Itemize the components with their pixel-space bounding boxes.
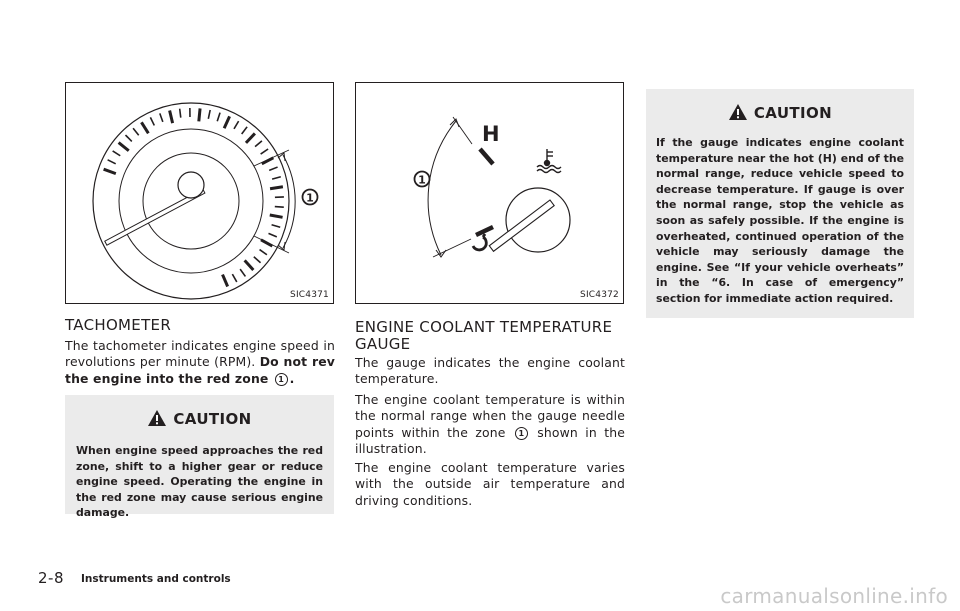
section-title: Instruments and controls [81,573,231,585]
tachometer-heading: TACHOMETER [65,316,172,334]
coolant-para-2 [355,392,625,458]
tachometer-warning-text: Do not rev the engine into the red zone [65,354,336,386]
coolant-temperature-icon [537,149,561,173]
tick-mark [113,151,121,156]
tick-mark [199,108,200,121]
figure-code: SIC4372 [580,290,619,300]
tick-mark [234,121,239,129]
coolant-para-1: The gauge indicates the engine coolant temperature. [355,355,625,387]
zone-1-icon: 1 [515,427,528,440]
coolant-heading-line2: GAUGE [355,335,411,353]
caution-title: CAUTION [173,410,252,428]
callout-number: 1 [306,191,314,205]
tick-mark [180,109,181,118]
hot-label: H [482,122,500,146]
tick-mark [272,225,281,228]
tachometer-text-end: . [289,370,295,386]
coolant-para-3: The engine coolant temperature varies with the outside air temperature and driving conditions. [355,460,625,508]
tick-mark [272,177,281,179]
tick-mark [240,269,245,276]
tick-mark [232,274,236,282]
coolant-para-2-after: shown in the illustration. [355,424,625,457]
callout-1-icon [415,172,430,187]
tick-mark [104,169,116,173]
tick-mark [270,187,283,189]
warning-triangle-icon [728,103,748,121]
zone-1-icon: 1 [275,373,288,386]
tick-mark [261,240,272,246]
callout-number: 1 [418,173,426,187]
warning-triangle-icon [147,409,167,427]
tick-mark [119,143,129,151]
tachometer-figure [65,82,334,304]
coolant-gauge-illustration [356,83,623,303]
figure-code: SIC4371 [290,290,329,300]
tick-mark [275,207,284,208]
page-number: 2-8 [38,569,64,587]
tachometer-text [65,338,335,387]
coolant-gauge-figure [355,82,624,304]
tick-mark [208,110,210,119]
tick-mark [255,141,262,147]
tick-mark [262,158,274,164]
tick-mark [268,233,276,236]
tick-mark [141,122,148,133]
watermark: carmanualsonline.info [720,584,948,608]
tick-mark [170,110,173,123]
caution-title-row [646,103,914,122]
coolant-heading [355,319,612,353]
tick-mark [261,149,268,154]
coolant-para-2-before: The engine coolant temperature is within the normal range when the gauge needle points within the zone [355,392,625,440]
tachometer-text-before: The tachometer indicates engine speed in revolutions per minute (RPM). [65,338,335,370]
tick-mark [133,128,139,135]
tick-mark [242,127,247,134]
tick-mark [160,113,163,121]
tick-mark [270,215,283,217]
caution-box [65,395,334,520]
tachometer-illustration [66,83,333,303]
caution-text: When engine speed approaches the red zone, shift to a higher gear or reduce engine speed. Operating the engine in the red zone may cause serious engine damage. [76,444,323,520]
caution-title-row [65,409,334,428]
coolant-heading-line1: ENGINE COOLANT TEMPERATURE [355,318,613,336]
tick-mark [260,250,267,255]
tick-mark [108,160,116,164]
caution-title: CAUTION [753,104,833,122]
tick-mark [246,133,255,142]
tick-mark [224,116,229,128]
callout-1-icon [303,190,318,205]
tick-mark [125,135,131,141]
tick-mark [245,260,254,270]
tick-mark [223,275,228,287]
tick-mark [254,257,261,263]
caution-box [646,89,914,318]
tick-mark [150,117,154,125]
caution-text: If the gauge indicates engine coolant temperature near the hot (H) end of the normal range, reduce vehicle speed to decrease temperature. If gauge is over the normal range, stop the vehicle as soon as safely possible. If the engine is overheated, continued operation of the vehicle may seriously damage the engine. See “If your vehicle overheats” in the “6. In case of emergency” section for immediate action required. [656,136,904,305]
tick-mark [217,113,220,122]
tick-mark [269,167,277,170]
